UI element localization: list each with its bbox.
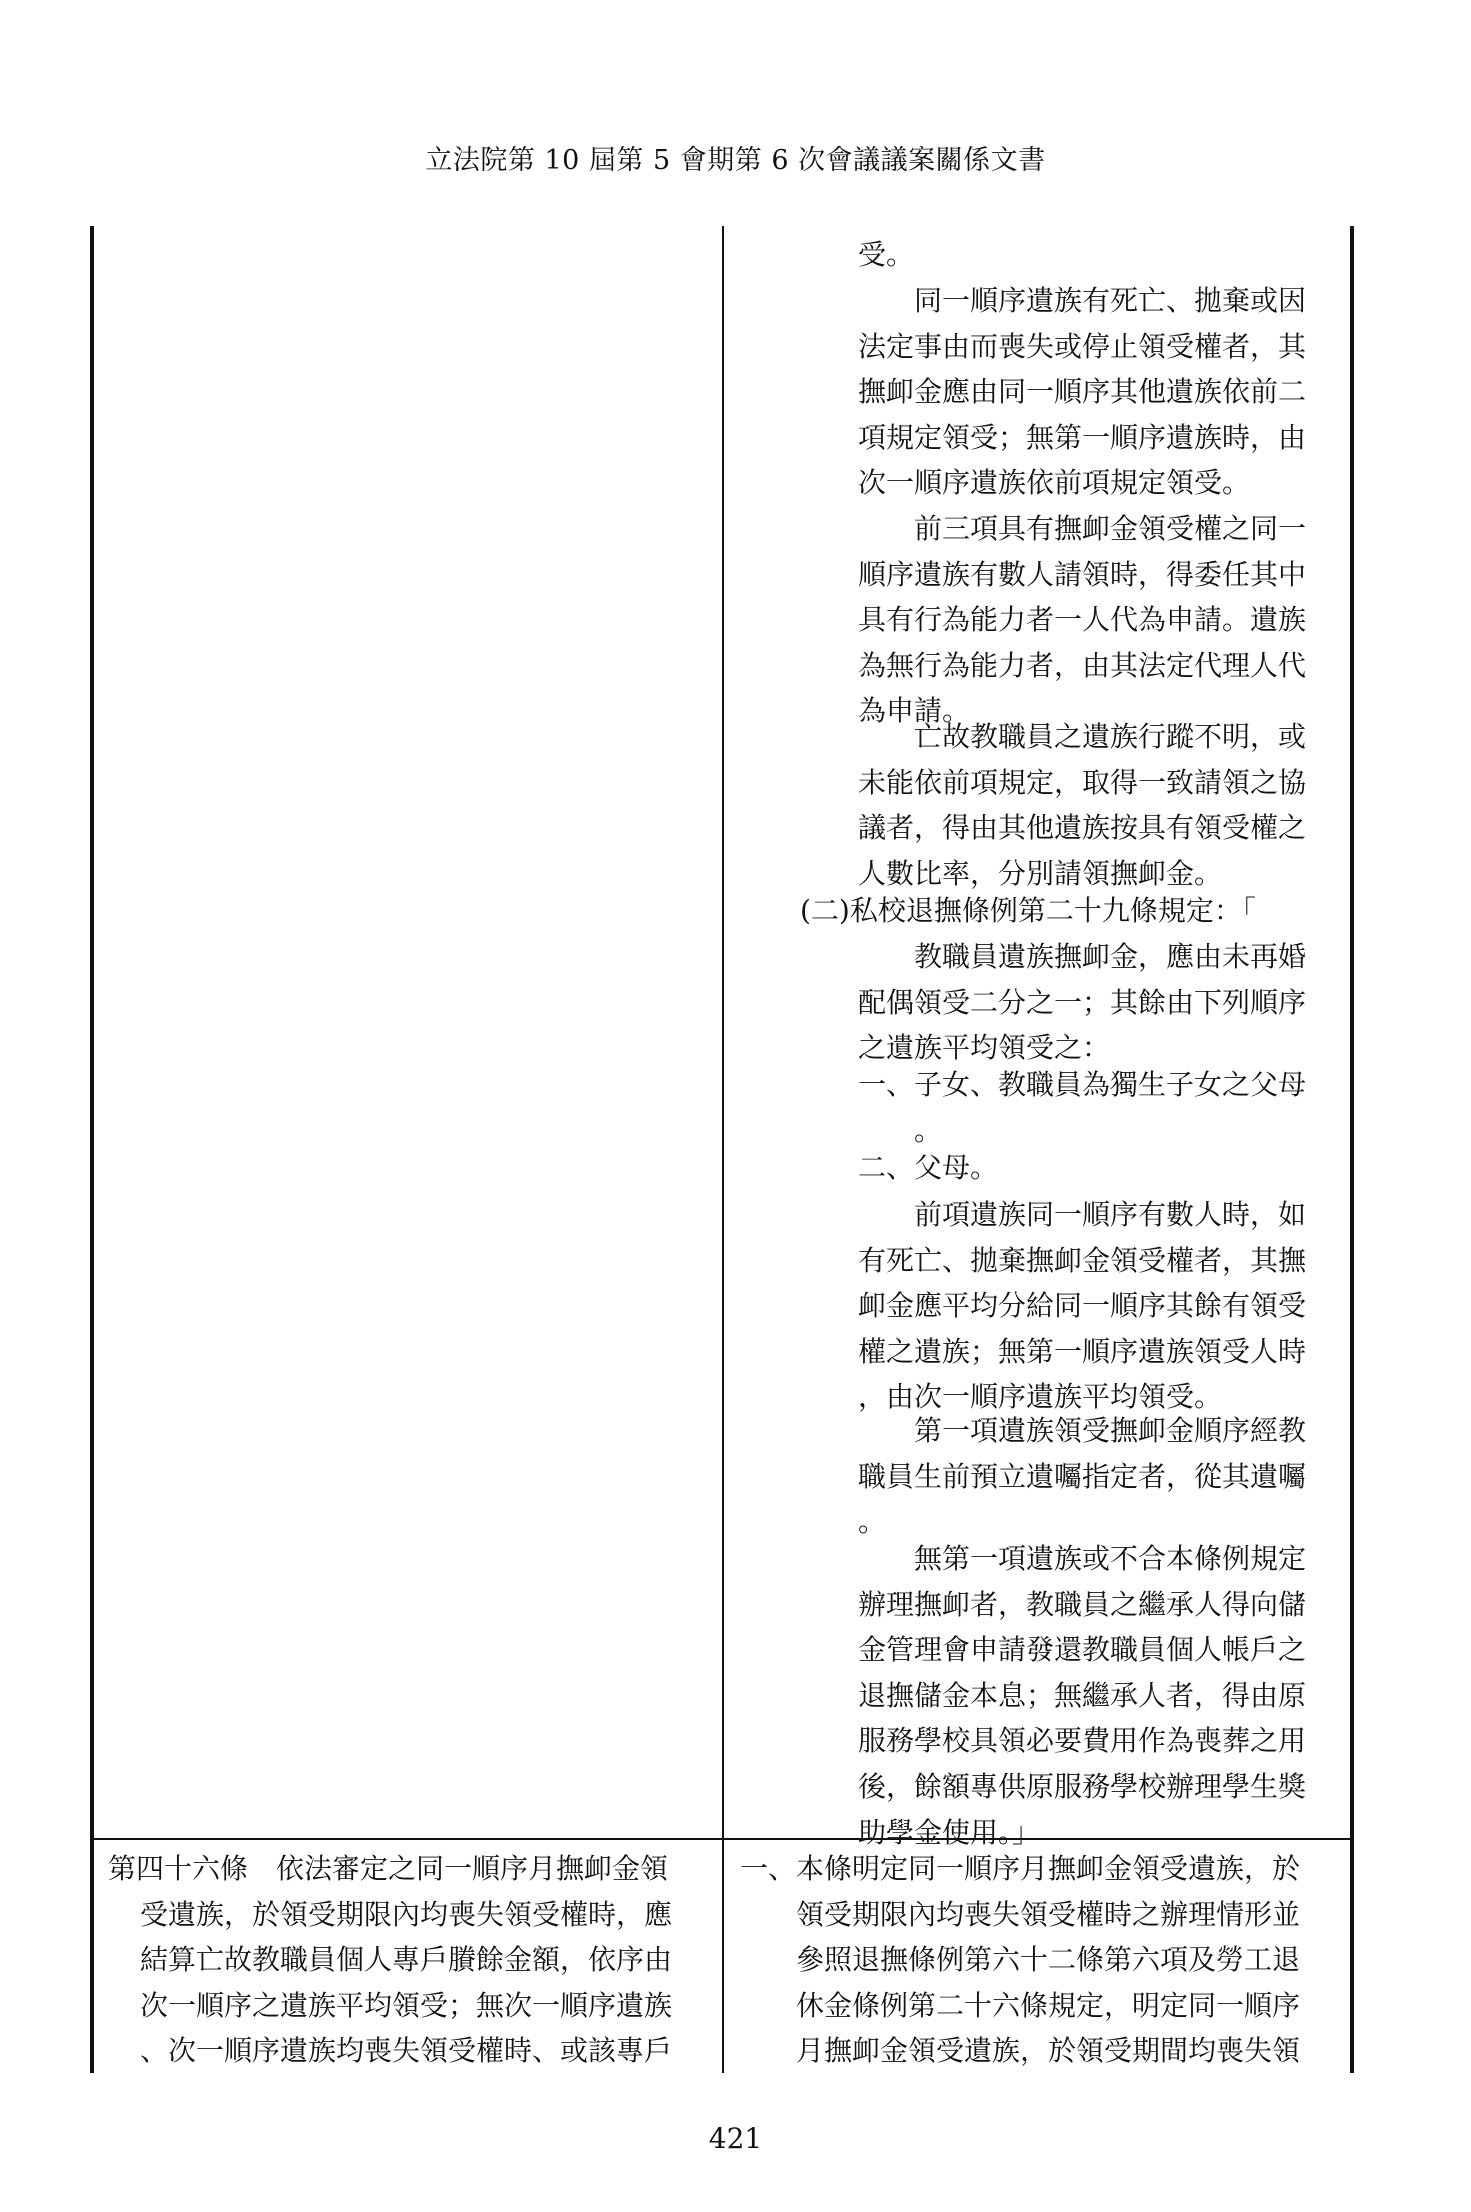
- list-item-1: [858, 1062, 1334, 1153]
- text-line: (二)私校退撫條例第二十九條規定：「: [800, 894, 1256, 927]
- paragraph-2: [858, 506, 1334, 734]
- text-line: 前三項具有撫卹金領受權之同一: [914, 512, 1307, 545]
- text-line: 受遺族，於領受期限內均喪失領受權時，應: [140, 1897, 673, 1931]
- text-line: 法定事由而喪失或停止領受權者，其: [858, 329, 1307, 363]
- text-line: 一、本條明定同一順序月撫卹金領受遺族，於: [740, 1852, 1301, 1885]
- table-column-divider: [722, 226, 724, 2073]
- text-line: 領受期限內均喪失領受權時之辦理情形並: [796, 1897, 1301, 1931]
- paragraph-7: [858, 1536, 1334, 1855]
- table-border-right: [1350, 226, 1354, 2073]
- text-line: 順序遺族有數人請領時，得委任其中: [858, 557, 1307, 591]
- text-line: 後，餘額專供原服務學校辦理學生獎: [858, 1769, 1307, 1803]
- text-line: 具有行為能力者一人代為申請。遺族: [858, 603, 1307, 637]
- text-line: 為申請。: [858, 694, 971, 728]
- text-line: 。: [858, 1505, 887, 1539]
- text-line: 項規定領受；無第一順序遺族時，由: [858, 420, 1307, 454]
- article-46-text: [108, 1846, 708, 2074]
- text-line: 有死亡、拋棄撫卹金領受權者，其撫: [858, 1243, 1307, 1277]
- text-line: ，由次一順序遺族平均領受。: [858, 1380, 1223, 1414]
- text-line: 金管理會申請發還教職員個人帳戶之: [858, 1633, 1307, 1667]
- text-line: 服務學校具領必要費用作為喪葬之用: [858, 1724, 1307, 1758]
- text-line: 月撫卹金領受遺族，於領受期間均喪失領: [796, 2034, 1301, 2068]
- text-line: 卹金應平均分給同一順序其餘有領受: [858, 1289, 1307, 1323]
- text-line: 無第一項遺族或不合本條例規定: [914, 1542, 1307, 1575]
- text-line: 退撫儲金本息；無繼承人者，得由原: [858, 1678, 1307, 1712]
- paragraph-4: [858, 934, 1334, 1071]
- text-line: 辦理撫卹者，教職員之繼承人得向儲: [858, 1587, 1307, 1621]
- paragraph-1: [858, 278, 1334, 506]
- text-line: 第四十六條 依法審定之同一順序月撫卹金領: [108, 1852, 669, 1885]
- text-line: 一、子女、教職員為獨生子女之父母: [858, 1068, 1307, 1101]
- text-line: 職員生前預立遺囑指定者，從其遺囑: [858, 1459, 1307, 1493]
- text-line: 結算亡故教職員個人專戶賸餘金額，依序由: [140, 1943, 673, 1977]
- text-line: 為無行為能力者，由其法定代理人代: [858, 648, 1307, 682]
- text-line: 未能依前項規定，取得一致請領之協: [858, 765, 1307, 799]
- page-number: 421: [708, 2122, 763, 2155]
- item-2-title: [800, 888, 1334, 934]
- text-line: 議者，得由其他遺族按具有領受權之: [858, 811, 1307, 845]
- paragraph-5: [858, 1192, 1334, 1420]
- text-line: 次一順序之遺族平均領受；無次一順序遺族: [140, 1988, 673, 2022]
- text-line: 亡故教職員之遺族行蹤不明，或: [914, 720, 1307, 753]
- text-line: 第一項遺族領受撫卹金順序經教: [914, 1414, 1307, 1447]
- table-border-left: [90, 226, 94, 2073]
- text-line: 同一順序遺族有死亡、拋棄或因: [914, 284, 1307, 317]
- text-line: 之遺族平均領受之：: [858, 1031, 1111, 1065]
- text-line: 人數比率，分別請領撫卹金。: [858, 856, 1223, 890]
- text-line: 教職員遺族撫卹金，應由未再婚: [914, 940, 1307, 973]
- text-line: 助學金使用。」: [858, 1815, 1041, 1849]
- explanation-text: [740, 1846, 1340, 2074]
- text-line: 前項遺族同一順序有數人時，如: [914, 1198, 1307, 1231]
- text-line: 次一順序遺族依前項規定領受。: [858, 466, 1251, 500]
- list-item-2: [858, 1145, 1334, 1191]
- continued-line: [858, 232, 1334, 278]
- text-line: 參照退撫條例第六十二條第六項及勞工退: [796, 1943, 1301, 1977]
- text-line: 二、父母。: [858, 1151, 999, 1184]
- text-line: 。: [886, 1113, 943, 1147]
- text-line: 休金條例第二十六條規定，明定同一順序: [796, 1988, 1301, 2022]
- paragraph-6: [858, 1408, 1334, 1545]
- text-line: 權之遺族；無第一順序遺族領受人時: [858, 1334, 1307, 1368]
- text-line: 配偶領受二分之一；其餘由下列順序: [858, 985, 1307, 1019]
- page-header: 立法院第 10 屆第 5 會期第 6 次會議議案關係文書: [425, 145, 1046, 176]
- text-line: 受。: [858, 238, 915, 271]
- paragraph-3: [858, 714, 1334, 896]
- text-line: 撫卹金應由同一順序其他遺族依前二: [858, 375, 1307, 409]
- text-line: 、次一順序遺族均喪失領受權時、或該專戶: [140, 2034, 673, 2068]
